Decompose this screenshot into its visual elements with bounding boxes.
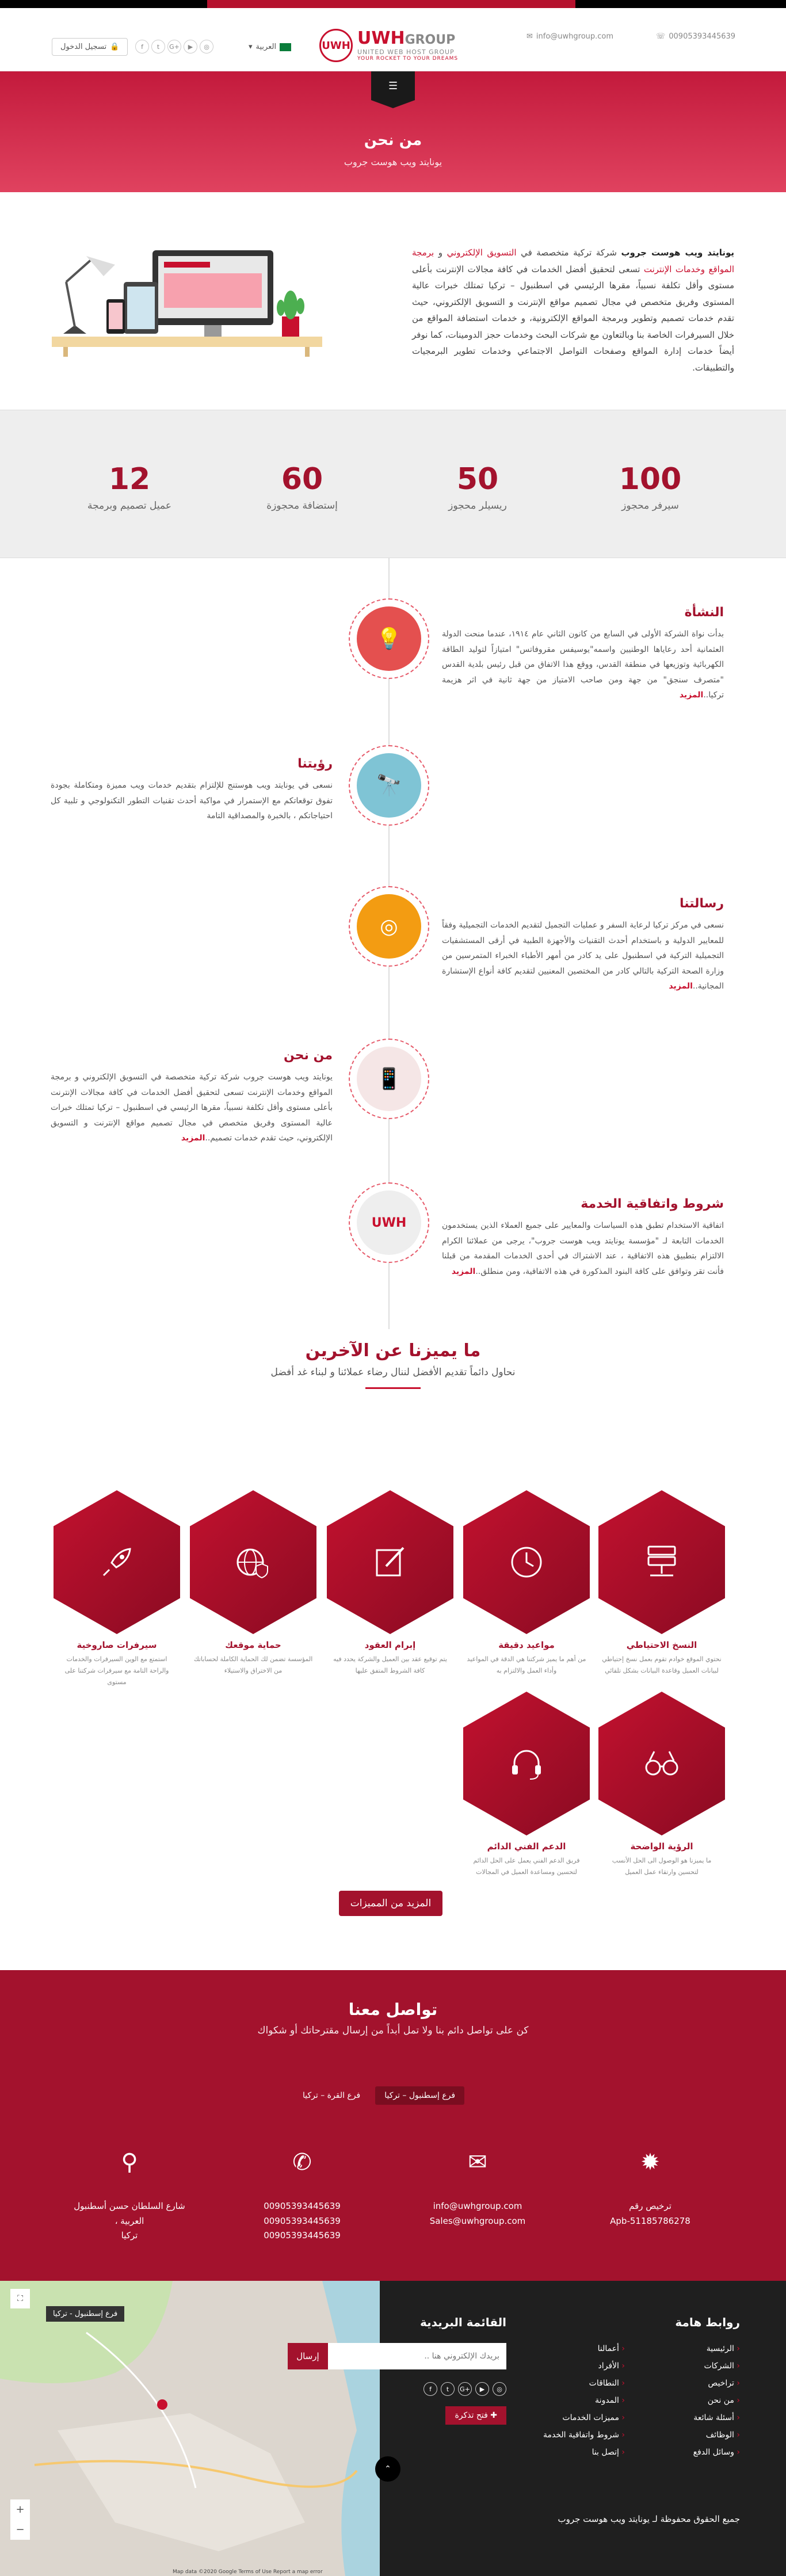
zoom-control[interactable]: [10, 2499, 30, 2540]
facebook-icon[interactable]: f: [135, 40, 149, 54]
rocket-icon: [97, 1542, 137, 1582]
map-branch-label: فرع إسطنبول - تركيا: [46, 2306, 124, 2322]
footer-link[interactable]: ‹ الأفراد: [521, 2361, 625, 2371]
timeline-node: [349, 598, 429, 679]
footer-social: [288, 2382, 506, 2396]
twitter-icon[interactable]: t: [441, 2382, 455, 2396]
globe-shield-icon: [233, 1542, 273, 1582]
stat-item: 12 عميل تصميم وبرمجة: [87, 462, 172, 512]
logo-group: GROUP: [405, 33, 456, 48]
phone-link[interactable]: 00905393445639: [264, 2230, 341, 2241]
instagram-icon[interactable]: ◎: [200, 40, 213, 54]
instagram-icon[interactable]: ◎: [493, 2382, 506, 2396]
chevron-up-icon: ⌃: [384, 2464, 391, 2474]
pencil-icon: [370, 1542, 410, 1582]
flag-icon: [280, 43, 291, 51]
envelope-icon: ✉: [468, 2149, 487, 2176]
stat-item: 50 ريسيلر محجوز: [448, 462, 507, 512]
footer-link[interactable]: ‹ أسئلة شائعة: [636, 2413, 740, 2422]
social-links: [135, 40, 213, 54]
clock-icon: [506, 1542, 547, 1582]
site-footer: [0, 2281, 786, 2576]
logo-line2: YOUR ROCKET TO YOUR DREAMS: [357, 56, 459, 62]
read-more-link[interactable]: المزيد: [669, 982, 693, 991]
contact-title: تواصل معنا: [348, 2000, 438, 2019]
feature-card: سيرفرات صاروخية استمتع مع الوين السيرفرات والخدمات والراحة التامة مع سيرفرات شركتنا على مستوى: [54, 1490, 180, 1688]
timeline-item: رؤيتنا نسعى في يونايتد ويب هوستنج للإلتزام بتقديم خدمات ويب مميزة ومتكاملة بجودة تفوق توقعاتكم مع الإستمرار في مواكبة أحدث تقنيات التطور التكنولوجي و تلبية كل احتياجاتكم ، بالخبرة والمصداقية التامة: [51, 757, 333, 821]
newsletter-submit-button[interactable]: إرسال: [288, 2343, 328, 2369]
logo-mark: UWH: [319, 29, 353, 62]
timeline-node: [349, 1182, 429, 1263]
site-header: [0, 8, 786, 71]
timeline-item: شروط واتفاقية الخدمة اتفاقية الاستخدام تطبق هذه السياسات والمعايير على جميع العملاء الذين يستخدمون الخدمات التابعة لـ "مؤسسة يونايتد ويب هوست جروب"، يرجى من عملائنا الكرام الالتزام بتطبيق هذه الاتفاقية ، عند الاشتراك في أحدى الخدمات المقدمة من قبلنا فأنت تقر وتوافق على كافة البنود المذكورة في هذه الاتفاقية، ومن منطلق..المزيد: [442, 1197, 724, 1276]
stat-item: 100 سيرفر محجوز: [619, 462, 682, 512]
map-attribution: Map data ©2020 Google Terms of Use Report a map error: [173, 2569, 323, 2575]
feature-card: مواعيد دقيقة من أهم ما يميز شركتنا هي الدقة في المواعيد وأداء العمل والالتزام به: [463, 1490, 590, 1677]
timeline-item: رسالتنا نسعى في مركز تركيا لرعاية السفر و عمليات التجميل لتقديم الخدمات التجميلية وفقاً للمعايير الدولية و باستخدام أحدث التقنيات والأجهزة الطبية في أرقى المستشفيات التجميلية التركية في اسطنبول على يد كادر من أمهر الأطباء الخبراء المتمرسين من وزارة الصحة التركية بالتالي كادر من المختصين المعنيين لتقديم كافة أنواع الإستشارة المجانية..المزيد: [442, 896, 724, 991]
logo-badge-icon: UWH: [357, 1190, 421, 1255]
menu-toggle-button[interactable]: [371, 71, 415, 100]
tab-istanbul[interactable]: فرع إسطنبول – تركيا: [375, 2086, 464, 2105]
menu-icon: ☰: [388, 79, 398, 92]
read-more-link[interactable]: المزيد: [451, 1266, 476, 1276]
phone-link[interactable]: 00905393445639: [264, 2215, 341, 2226]
feature-card: الدعم الفني الدائم فريق الدعم الفني يعمل على الحل الدائم لتحسين ومساعدة العميل في المجالات: [463, 1692, 590, 1878]
top-band: [0, 0, 786, 8]
contact-subtitle: كن على تواصل دائم بنا ولا تمل أبداً من إرسال مقترحاتك أو شكواك: [257, 2025, 529, 2036]
google-plus-icon[interactable]: G+: [167, 40, 181, 54]
timeline-node: [349, 1039, 429, 1119]
page-hero: [0, 71, 786, 192]
footer-link[interactable]: ‹ الرئيسية: [636, 2344, 740, 2353]
pin-icon: ⚲: [121, 2149, 138, 2176]
features-subtitle: نحاول دائماً تقديم الأفضل لننال رضاء عملائنا و لبناء غد أفضل: [270, 1367, 516, 1378]
page-title: من نحن: [364, 132, 422, 149]
footer-link[interactable]: ‹ من نحن: [636, 2396, 740, 2405]
site-logo[interactable]: [319, 25, 463, 66]
about-link-programming[interactable]: برمجة المواقع وخدمات الإنترنت: [412, 247, 734, 274]
login-button[interactable]: 🔒 تسجيل الدخول: [52, 38, 128, 56]
timeline-node: [349, 745, 429, 826]
chevron-down-icon: ▾: [249, 43, 253, 51]
logo-line1: UNITED WEB HOST GROUP: [357, 48, 455, 56]
footer-links-column: [675, 2315, 740, 2343]
footer-link[interactable]: ‹ شروط واتفاقية الخدمة: [521, 2430, 625, 2440]
contact-section: [0, 1970, 786, 2281]
youtube-icon[interactable]: ▶: [475, 2382, 489, 2396]
phone-icon: ✆: [292, 2149, 312, 2176]
footer-links: [521, 2344, 740, 2457]
feature-card: إبرام العقود يتم توقيع عقد بين العميل والشركة يحدد فيه كافة الشروط المتفق عليها: [327, 1490, 453, 1677]
footer-link[interactable]: ‹ أعمالنا: [521, 2344, 625, 2353]
google-plus-icon[interactable]: G+: [458, 2382, 472, 2396]
footer-link[interactable]: ‹ تراخيص: [636, 2379, 740, 2388]
newsletter-email-input[interactable]: [328, 2343, 506, 2369]
about-link-marketing[interactable]: التسويق الإلكتروني: [447, 247, 517, 258]
about-text: يونايتد ويب هوست جروب شركة تركية متخصصة في التسويق الإلكتروني و برمجة المواقع وخدمات الإنترنت تسعى لتحقيق أفضل الخدمات في كافة مجالات الإنترنت بأعلى مستوى وأقل تكلفة نسبياً، مقرها الرئيسي في اسطنبول – تركيا تمتلك خبرات عالية المستوى وفريق متخصص في مجال تصميم مواقع الإنترنت و التسويق الإلكتروني، حيث تقدم خدمات تصميم وتطوير وبرمجة المواقع الإلكترونية، و خدمات استضافة المواقع من خلال السيرفرات الخاصة بنا وبالتعاون مع شركات البحث وخدمات حجز الدومينات، كما نوفر أيضاً خدمات إدارة المواقع وصفحات التواصل الاجتماعي وخدمات تطوير البرمجيات والتطبيقات.: [412, 247, 735, 373]
about-section: [0, 242, 786, 373]
feature-card: النسخ الاحتياطي نحتوي الموقع خوادم تقوم بعمل نسخ إحتياطي لبيانات العميل وقاعدة البيانات بشكل تلقائي: [598, 1490, 725, 1677]
copyright: جميع الحقوق محفوظة لـ يونايتد ويب هوست جروب: [558, 2514, 740, 2524]
newsletter: [288, 2315, 506, 2425]
footer-link[interactable]: ‹ إتصل بنا: [521, 2448, 625, 2457]
contact-phone: [239, 2143, 365, 2243]
more-features-button[interactable]: المزيد من المميزات: [339, 1891, 442, 1916]
footer-link[interactable]: ‹ النطاقات: [521, 2379, 625, 2388]
envelope-icon: ✉: [526, 32, 533, 41]
badge-icon: ✹: [640, 2149, 660, 2176]
header-email[interactable]: ✉ info@uwhgroup.com: [526, 32, 614, 41]
footer-link[interactable]: ‹ وسائل الدفع: [636, 2448, 740, 2457]
tab-ankara[interactable]: فرع القرة – تركيا: [303, 2091, 361, 2100]
features-section: [0, 1341, 786, 1916]
footer-link[interactable]: ‹ مميزات الخدمات: [521, 2413, 625, 2422]
lock-icon: 🔒: [110, 43, 120, 51]
contact-address: ⚲ شارع السلطان حسن أسطنبول العربية ، تركيا: [66, 2143, 193, 2243]
zoom-in-icon[interactable]: +: [16, 2504, 25, 2516]
email-link[interactable]: info@uwhgroup.com: [433, 2201, 522, 2211]
lightbulb-icon: 💡: [357, 606, 421, 671]
fullscreen-icon[interactable]: ⛶: [10, 2289, 30, 2308]
phone-link[interactable]: 00905393445639: [264, 2201, 341, 2211]
timeline-item: النشأة بدأت نواة الشركة الأولى في السابع من كانون الثاني عام ١٩١٤، عندما منحت الدولة العثمانية أحد رعاياها الوطنيين واسمه"يوسيفس مقروفاتس" امتيازاً لتوليد الطاقة الكهربائية وتوزيعها في منطقة القدس، ووقع هذا الاتفاق من قبل رئيس بلدية القدس "متصرف سنجق" من جهة ومن صاحب الامتياز من جهة ثانية في اثر هزيمة تركيا..المزيد: [442, 605, 724, 700]
stat-item: 60 إستضافة محجوزة: [266, 462, 338, 512]
language-selector[interactable]: العربية ▾: [249, 43, 291, 51]
facebook-icon[interactable]: f: [423, 2382, 437, 2396]
contact-email: [414, 2143, 541, 2228]
header-phone[interactable]: ☏ 00905393445639: [656, 32, 736, 41]
features-title: ما يميزنا عن الآخرين: [305, 1341, 481, 1361]
links-title: روابط هامة: [675, 2315, 740, 2329]
feature-card: حماية موقعك المؤسسة تضمن لك الحماية الكاملة لحساباتك من الاختراق والاستيلاء: [190, 1490, 316, 1677]
telescope-icon: 🔭: [357, 753, 421, 818]
ticket-icon: ✚: [487, 2411, 497, 2420]
logo-main: UWH: [357, 28, 405, 49]
read-more-link[interactable]: المزيد: [181, 1134, 205, 1143]
twitter-icon[interactable]: t: [151, 40, 165, 54]
zoom-out-icon[interactable]: −: [16, 2524, 25, 2536]
headset-icon: [506, 1743, 547, 1784]
open-ticket-button[interactable]: ✚ فتح تذكرة: [445, 2406, 506, 2425]
footer-link[interactable]: ‹ الشركات: [636, 2361, 740, 2371]
footer-link[interactable]: ‹ المدونة: [521, 2396, 625, 2405]
title-divider: [365, 1387, 421, 1389]
scroll-to-top-button[interactable]: [375, 2456, 400, 2482]
email-link[interactable]: Sales@uwhgroup.com: [429, 2215, 526, 2226]
stats-section: [0, 410, 786, 558]
read-more-link[interactable]: المزيد: [679, 690, 704, 700]
timeline-node: [349, 886, 429, 967]
youtube-icon[interactable]: ▶: [184, 40, 197, 54]
newsletter-title: القائمة البريدية: [420, 2315, 506, 2329]
desk-illustration: [52, 242, 328, 357]
footer-link[interactable]: ‹ الوظائف: [636, 2430, 740, 2440]
binoculars-icon: [642, 1743, 682, 1784]
branch-tabs: [293, 2086, 464, 2105]
contact-license: ✹ ترخيص رقم Apb-51185786278: [587, 2143, 713, 2228]
timeline-item: من نحن يونايتد ويب هوست جروب شركة تركية متخصصة في التسويق الإلكتروني و برمجة المواقع وخدمات الإنترنت تسعى لتحقيق أفضل الخدمات في كافة مجالات الإنترنت بأعلى مستوى وأقل تكلفة نسبياً، مقرها الرئيسي في اسطنبول – تركيا تمتلك خبرات عالية المستوى وفريق متخصص في مجال تصميم مواقع الإنترنت و التسويق الإلكتروني، حيث تقدم خدمات تصميم..المزيد: [51, 1048, 333, 1143]
server-icon: [642, 1542, 682, 1582]
target-icon: ◎: [357, 894, 421, 959]
timeline-section: [0, 558, 786, 1329]
devices-icon: 📱: [357, 1047, 421, 1111]
feature-card: الرؤية الواضحة ما يميزنا هو الوصول الى الحل الأنسب لتحسين وارتقاء عمل العميل: [598, 1692, 725, 1878]
phone-icon: ☏: [656, 32, 666, 41]
page-subtitle: يونايتد ويب هوست جروب: [344, 157, 442, 167]
